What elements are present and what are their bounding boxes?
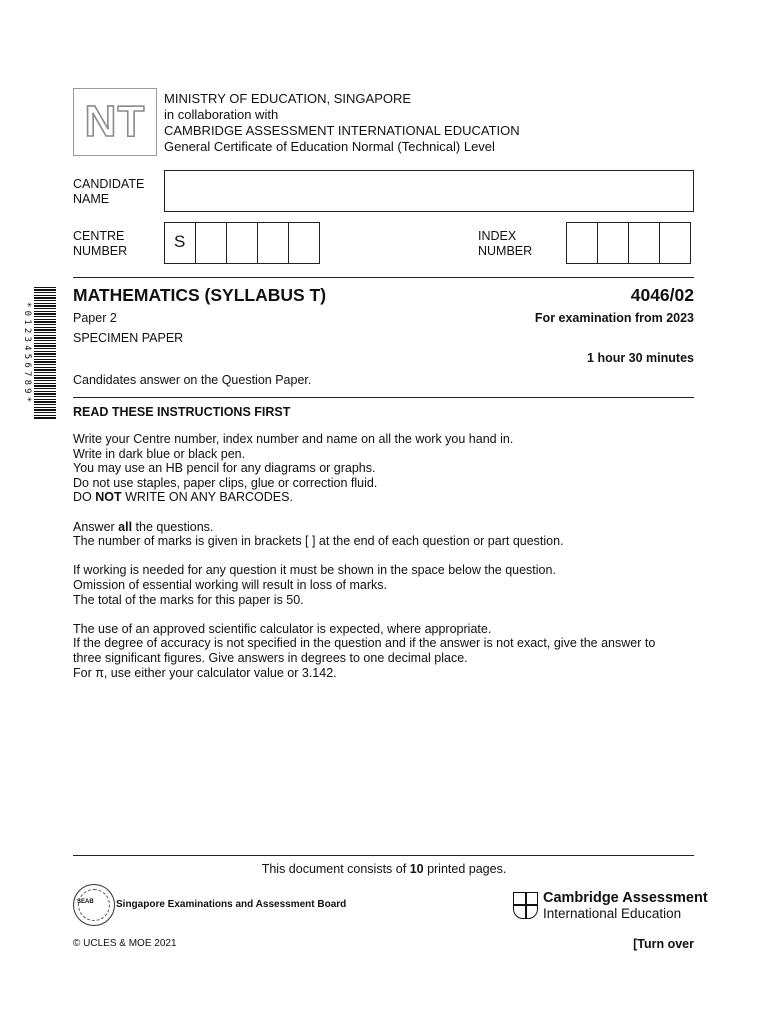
instructions-paragraph: Answer all the questions. The number of marks is given in brackets [ ] at the end of each question or part question. [73, 519, 564, 549]
index-number-cell[interactable] [659, 222, 691, 264]
seab-name: Singapore Examinations and Assessment Board [116, 899, 347, 910]
candidate-name-field[interactable] [164, 170, 694, 212]
index-number-cell[interactable] [566, 222, 598, 264]
centre-number-cell[interactable] [195, 222, 227, 264]
centre-number-cell[interactable] [226, 222, 258, 264]
barcode-digits: *0123456789* [22, 301, 32, 406]
index-number-field[interactable] [566, 222, 691, 264]
specimen-label: SPECIMEN PAPER [73, 331, 184, 345]
candidate-name-label: CANDIDATE NAME [73, 177, 145, 206]
subject-title: MATHEMATICS (SYLLABUS T) [73, 285, 327, 305]
duration: 1 hour 30 minutes [587, 351, 694, 365]
index-number-cell[interactable] [597, 222, 629, 264]
cambridge-brand-line1: Cambridge Assessment [543, 890, 708, 906]
instructions-paragraph: If working is needed for any question it must be shown in the space below the question. Omission of essential working will result in loss of marks. The total of the marks for this paper is 50. [73, 563, 556, 607]
nt-logo [73, 88, 157, 156]
turn-over: [Turn over [633, 937, 694, 951]
centre-number-field[interactable] [164, 222, 320, 264]
exam-from: For examination from 2023 [534, 311, 694, 325]
centre-number-cell[interactable] [257, 222, 289, 264]
paper-code: 4046/02 [630, 285, 694, 305]
ministry-line: MINISTRY OF EDUCATION, SINGAPORE [164, 91, 412, 106]
collaboration-line: in collaboration with [164, 107, 279, 122]
seab-seal-icon: SEAB [73, 884, 115, 926]
index-number-cell[interactable] [628, 222, 660, 264]
barcode [34, 287, 56, 420]
cambridge-shield-icon [513, 892, 538, 919]
instructions-body [73, 432, 703, 695]
centre-number-cell[interactable]: S [164, 222, 196, 264]
answer-note: Candidates answer on the Question Paper. [73, 373, 312, 387]
centre-number-label: CENTRE NUMBER [73, 229, 128, 258]
index-number-label: INDEX NUMBER [478, 229, 533, 258]
instructions-heading: READ THESE INSTRUCTIONS FIRST [73, 405, 291, 419]
paper-number: Paper 2 [73, 311, 117, 325]
instructions-paragraph: The use of an approved scientific calculator is expected, where appropriate. If the degree of accuracy is not specified in the question and if the answer is not exact, give the answer to three significant figures. Give answers in degrees to one decimal place. For π, use either your calculator value or 3.142. [73, 621, 656, 680]
page-count: This document consists of 10 printed pages. [261, 862, 507, 876]
divider-footer [73, 855, 694, 856]
cambridge-line: CAMBRIDGE ASSESSMENT INTERNATIONAL EDUCATION [164, 123, 520, 138]
certificate-line: General Certificate of Education Normal (Technical) Level [164, 139, 495, 154]
centre-number-cell[interactable] [288, 222, 320, 264]
header-block [164, 91, 520, 155]
cambridge-brand-line2: International Education [543, 906, 682, 921]
divider-instructions [73, 397, 694, 398]
instructions-paragraph: Write your Centre number, index number and name on all the work you hand in. Write in dark blue or black pen. You may use an HB pencil for any diagrams or graphs. Do not use staples, paper clips, glue or correction fluid. DO NOT WRITE ON ANY BARCODES. [73, 432, 514, 505]
nt-logo-text: NT [84, 97, 146, 146]
divider-top [73, 277, 694, 278]
copyright: © UCLES & MOE 2021 [73, 938, 177, 949]
